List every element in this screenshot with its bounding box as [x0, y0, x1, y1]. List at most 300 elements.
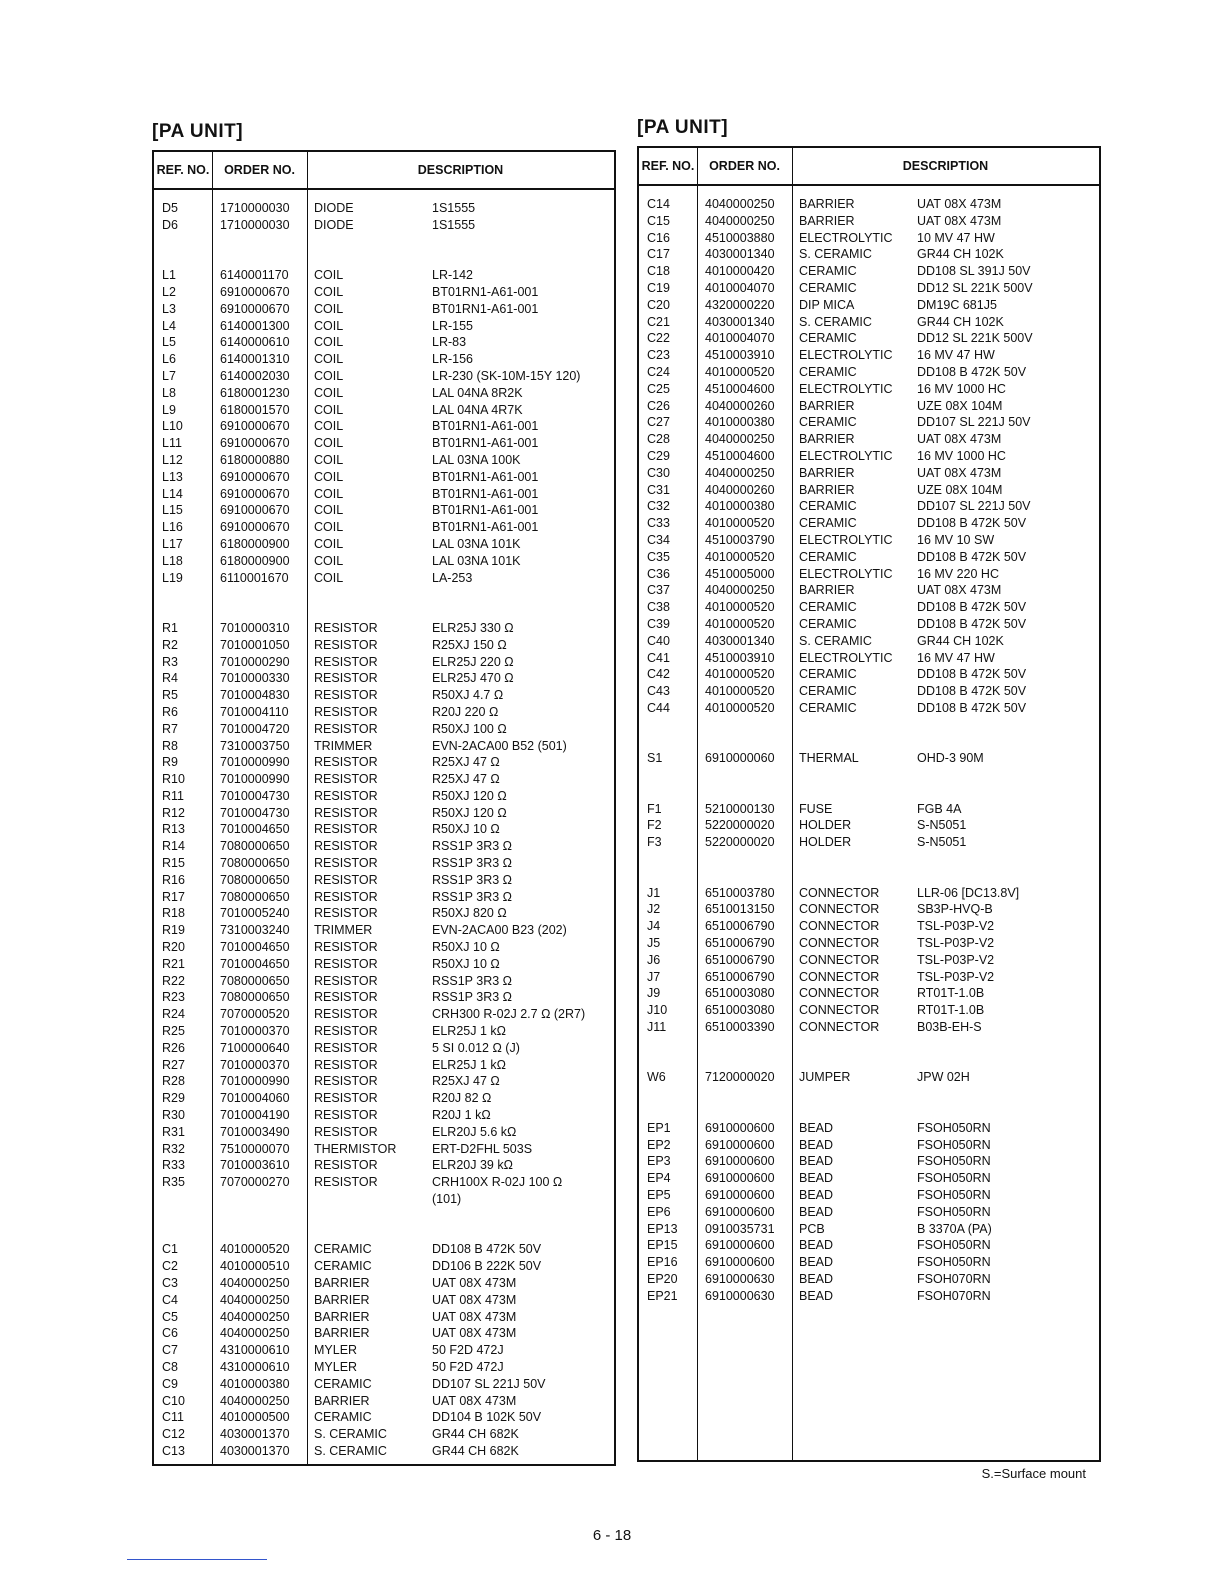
order-no-cell: 4010000520	[705, 700, 775, 715]
table-row	[154, 721, 614, 738]
part-type-cell: COIL	[314, 419, 344, 434]
order-no-cell: 7010000370	[220, 1024, 290, 1039]
part-type-cell: ELECTROLYTIC	[799, 566, 893, 581]
part-type-cell: JUMPER	[799, 1070, 851, 1085]
part-value-cell: LAL 04NA 4R7K	[432, 402, 523, 417]
table-row	[154, 536, 614, 553]
table-row	[639, 246, 1099, 263]
spacer-row	[639, 1053, 1099, 1070]
table-row	[639, 1204, 1099, 1221]
part-value-cell: FSOH050RN	[917, 1255, 991, 1270]
part-value-cell: LAL 03NA 101K	[432, 536, 521, 551]
part-type-cell: HOLDER	[799, 835, 852, 850]
table-row	[639, 901, 1099, 918]
order-no-cell: 7120000020	[705, 1070, 775, 1085]
order-no-cell: 7010004650	[220, 956, 290, 971]
order-no-cell: 6180000900	[220, 553, 290, 568]
part-type-cell: ELECTROLYTIC	[799, 532, 893, 547]
part-type-cell: BARRIER	[314, 1393, 370, 1408]
spacer-row	[154, 603, 614, 620]
part-value-cell: LR-142	[432, 268, 473, 283]
part-type-cell: RESISTOR	[314, 704, 378, 719]
order-no-cell: 4040000260	[705, 482, 775, 497]
left-table-header	[154, 152, 614, 190]
order-no-cell: 6510003390	[705, 1020, 775, 1035]
table-row	[639, 465, 1099, 482]
part-value-cell: BT01RN1-A61-001	[432, 469, 539, 484]
order-no-cell: 6140000610	[220, 335, 290, 350]
part-type-cell: CERAMIC	[799, 600, 857, 615]
order-no-cell: 4010000510	[220, 1259, 290, 1274]
order-no-cell: 6180000900	[220, 536, 290, 551]
part-value-cell: DD12 SL 221K 500V	[917, 280, 1033, 295]
part-type-cell: RESISTOR	[314, 1007, 378, 1022]
table-row	[639, 364, 1099, 381]
part-value-cell: UZE 08X 104M	[917, 482, 1003, 497]
part-type-cell: CERAMIC	[314, 1242, 372, 1257]
part-type-cell: RESISTOR	[314, 956, 378, 971]
part-type-cell: COIL	[314, 335, 344, 350]
part-value-cell: LA-253	[432, 570, 473, 585]
ref-no-cell: C23	[647, 348, 670, 363]
part-value-cell: LR-155	[432, 318, 473, 333]
ref-no-cell: C37	[647, 583, 670, 598]
table-row	[154, 1124, 614, 1141]
ref-no-cell: C41	[647, 650, 670, 665]
ref-no-cell: L14	[162, 486, 183, 501]
order-no-cell: 4010000380	[705, 415, 775, 430]
part-value-cell: R50XJ 100 Ω	[432, 721, 507, 736]
part-type-cell: CERAMIC	[314, 1410, 372, 1425]
table-row	[154, 704, 614, 721]
order-no-cell: 7310003240	[220, 923, 290, 938]
order-no-cell: 4040000250	[705, 432, 775, 447]
order-no-cell: 7010004060	[220, 1091, 290, 1106]
part-type-cell: RESISTOR	[314, 1074, 378, 1089]
ref-no-cell: C39	[647, 616, 670, 631]
ref-no-cell: C36	[647, 566, 670, 581]
part-value-cell: CRH100X R-02J 100 Ω	[432, 1175, 563, 1190]
spacer-row	[639, 767, 1099, 784]
part-value-cell: S-N5051	[917, 818, 967, 833]
part-value-cell: 16 MV 220 HC	[917, 566, 999, 581]
table-row	[154, 217, 614, 234]
part-value-cell: BT01RN1-A61-001	[432, 503, 539, 518]
table-row	[154, 1040, 614, 1057]
ref-no-cell: L2	[162, 284, 176, 299]
table-row	[154, 318, 614, 335]
order-no-cell: 4010000520	[705, 600, 775, 615]
ref-no-cell: C4	[162, 1292, 178, 1307]
part-type-cell: CERAMIC	[799, 700, 857, 715]
order-no-cell: 7010005240	[220, 906, 290, 921]
table-row	[639, 1120, 1099, 1137]
part-value-cell: R50XJ 10 Ω	[432, 822, 500, 837]
part-value-cell: 16 MV 1000 HC	[917, 381, 1006, 396]
order-no-cell: 6510013150	[705, 902, 775, 917]
order-no-cell: 6910000630	[705, 1288, 775, 1303]
part-value-cell: R25XJ 150 Ω	[432, 637, 507, 652]
order-no-cell: 6910000670	[220, 503, 290, 518]
part-value-cell: RSS1P 3R3 Ω	[432, 973, 512, 988]
table-row	[639, 230, 1099, 247]
order-no-cell: 7010000990	[220, 755, 290, 770]
part-value-cell: DD12 SL 221K 500V	[917, 331, 1033, 346]
order-no-cell: 6910000670	[220, 301, 290, 316]
table-row	[154, 956, 614, 973]
part-value-cell: TSL-P03P-V2	[917, 936, 995, 951]
spacer-row	[639, 868, 1099, 885]
table-row	[154, 1141, 614, 1158]
part-type-cell: RESISTOR	[314, 1108, 378, 1123]
order-no-cell: 4040000250	[705, 583, 775, 598]
part-type-cell: DIODE	[314, 217, 354, 232]
ref-no-cell: EP13	[647, 1221, 678, 1236]
ref-no-cell: J7	[647, 969, 661, 984]
order-no-cell: 6910000670	[220, 520, 290, 535]
part-value-cell: FSOH050RN	[917, 1204, 991, 1219]
order-no-cell: 6180001230	[220, 385, 290, 400]
table-row	[154, 1325, 614, 1342]
right-parts-table	[637, 146, 1101, 1462]
table-row	[639, 817, 1099, 834]
table-row	[639, 633, 1099, 650]
order-no-cell: 6910000600	[705, 1120, 775, 1135]
left-parts-table	[152, 150, 616, 1466]
part-value-cell: UAT 08X 473M	[432, 1276, 517, 1290]
ref-no-cell: L3	[162, 301, 176, 316]
table-row	[154, 889, 614, 906]
ref-no-cell: C13	[162, 1443, 185, 1458]
ref-no-cell: L13	[162, 469, 183, 484]
table-row	[154, 1376, 614, 1393]
ref-no-cell: R17	[162, 889, 185, 904]
part-value-cell: UAT 08X 473M	[917, 583, 1002, 598]
order-no-cell: 7070000520	[220, 1007, 290, 1022]
part-value-cell: 16 MV 47 HW	[917, 348, 995, 363]
part-value-cell: BT01RN1-A61-001	[432, 486, 539, 501]
ref-no-cell: R11	[162, 788, 185, 803]
part-value-cell: DD108 B 472K 50V	[917, 516, 1027, 531]
ref-no-cell: C27	[647, 415, 670, 430]
part-value-cell: TSL-P03P-V2	[917, 919, 995, 934]
table-row	[154, 1073, 614, 1090]
table-row	[639, 280, 1099, 297]
table-row	[639, 650, 1099, 667]
ref-no-cell: C10	[162, 1393, 185, 1408]
part-value-cell: R20J 82 Ω	[432, 1091, 492, 1106]
order-no-cell: 7080000650	[220, 839, 290, 854]
part-value-cell: DD108 B 472K 50V	[917, 684, 1027, 699]
ref-no-cell: C16	[647, 230, 670, 245]
part-type-cell: COIL	[314, 352, 344, 367]
ref-no-cell: J2	[647, 902, 661, 917]
table-row	[154, 351, 614, 368]
order-no-cell: 4030001370	[220, 1443, 290, 1458]
part-type-cell: RESISTOR	[314, 755, 378, 770]
table-row	[154, 1057, 614, 1074]
part-type-cell: S. CERAMIC	[799, 314, 872, 329]
ref-no-cell: R19	[162, 923, 185, 938]
part-type-cell: CERAMIC	[799, 549, 857, 564]
part-type-cell: CONNECTOR	[799, 952, 880, 967]
table-row	[154, 435, 614, 452]
order-no-cell: 4510003790	[705, 532, 775, 547]
part-type-cell: RESISTOR	[314, 1024, 378, 1039]
table-row	[639, 414, 1099, 431]
spacer-row	[639, 734, 1099, 751]
table-row	[154, 1426, 614, 1443]
part-value-cell: RSS1P 3R3 Ω	[432, 990, 512, 1005]
ref-no-cell: EP15	[647, 1238, 678, 1253]
order-no-cell: 6910000600	[705, 1154, 775, 1169]
part-value-cell: 16 MV 1000 HC	[917, 448, 1006, 463]
ref-no-cell: C25	[647, 381, 670, 396]
part-value-cell: RSS1P 3R3 Ω	[432, 889, 512, 904]
part-value-cell: FSOH050RN	[917, 1137, 991, 1152]
part-type-cell: CERAMIC	[799, 364, 857, 379]
part-type-cell: COIL	[314, 570, 344, 585]
part-type-cell: COIL	[314, 368, 344, 383]
part-value-cell: 5 SI 0.012 Ω (J)	[432, 1040, 520, 1055]
part-type-cell: COIL	[314, 402, 344, 417]
part-type-cell: RESISTOR	[314, 973, 378, 988]
order-no-cell: 7010000290	[220, 654, 290, 669]
part-type-cell: CERAMIC	[799, 280, 857, 295]
order-no-cell: 7010004650	[220, 822, 290, 837]
order-no-cell: 7010000330	[220, 671, 290, 686]
order-no-cell: 4010000420	[705, 264, 775, 279]
right-unit-title: [PA UNIT]	[637, 117, 729, 138]
order-no-cell: 4040000250	[220, 1309, 290, 1324]
part-type-cell: S. CERAMIC	[799, 247, 872, 262]
part-type-cell: BARRIER	[314, 1276, 370, 1290]
part-value-cell: UAT 08X 473M	[432, 1309, 517, 1324]
spacer-row	[154, 1208, 614, 1225]
order-no-cell: 6510003080	[705, 986, 775, 1001]
part-value-cell: DD106 B 222K 50V	[432, 1259, 542, 1274]
order-no-cell: 4510003910	[705, 650, 775, 665]
part-type-cell: BARRIER	[799, 465, 855, 480]
part-type-cell: CONNECTOR	[799, 919, 880, 934]
table-row	[154, 872, 614, 889]
part-value-cell: EVN-2ACA00 B52 (501)	[432, 738, 567, 753]
spacer-row	[154, 234, 614, 251]
part-value-cell: LAL 03NA 101K	[432, 553, 521, 568]
order-no-cell: 7010004730	[220, 805, 290, 820]
order-no-cell: 7010000310	[220, 620, 290, 635]
ref-no-cell: R7	[162, 721, 178, 736]
table-row	[154, 418, 614, 435]
ref-no-cell: R8	[162, 738, 178, 753]
order-no-cell: 7010000990	[220, 1074, 290, 1089]
table-row	[154, 620, 614, 637]
ref-no-cell: C35	[647, 549, 670, 564]
part-type-cell: COIL	[314, 486, 344, 501]
order-no-cell: 4040000250	[220, 1393, 290, 1408]
ref-no-cell: EP16	[647, 1255, 678, 1270]
table-row	[154, 1006, 614, 1023]
part-value-cell: UAT 08X 473M	[432, 1292, 517, 1307]
right-table-body	[639, 186, 1099, 1305]
part-value-cell: RSS1P 3R3 Ω	[432, 872, 512, 887]
table-row	[154, 754, 614, 771]
part-type-cell: CERAMIC	[799, 331, 857, 346]
order-no-cell: 6910000600	[705, 1238, 775, 1253]
table-row	[154, 654, 614, 671]
ref-no-cell: C18	[647, 264, 670, 279]
table-row	[639, 1019, 1099, 1036]
header-order-no: ORDER NO.	[709, 158, 780, 173]
table-row	[639, 532, 1099, 549]
order-no-cell: 4510003910	[705, 348, 775, 363]
part-value-cell: RSS1P 3R3 Ω	[432, 856, 512, 871]
part-value-cell: LAL 03NA 100K	[432, 452, 521, 467]
order-no-cell: 4030001370	[220, 1427, 290, 1442]
table-row	[639, 1187, 1099, 1204]
order-no-cell: 6510006790	[705, 952, 775, 967]
ref-no-cell: R2	[162, 637, 178, 652]
order-no-cell: 4510005000	[705, 566, 775, 581]
part-value-cell: ELR25J 220 Ω	[432, 654, 514, 669]
part-value-cell: ELR20J 5.6 kΩ	[432, 1124, 517, 1139]
ref-no-cell: R21	[162, 956, 185, 971]
ref-no-cell: R35	[162, 1175, 185, 1190]
part-type-cell: BEAD	[799, 1154, 834, 1169]
ref-no-cell: C34	[647, 532, 670, 547]
ref-no-cell: EP5	[647, 1188, 671, 1203]
table-row	[154, 1275, 614, 1292]
ref-no-cell: C2	[162, 1259, 178, 1274]
ref-no-cell: C28	[647, 432, 670, 447]
ref-no-cell: D5	[162, 201, 178, 215]
table-row	[639, 398, 1099, 415]
order-no-cell: 6910000600	[705, 1204, 775, 1219]
ref-no-cell: F1	[647, 801, 662, 816]
table-row	[639, 935, 1099, 952]
ref-no-cell: R25	[162, 1024, 185, 1039]
order-no-cell: 4010004070	[705, 331, 775, 346]
ref-no-cell: C40	[647, 633, 670, 648]
table-row	[639, 834, 1099, 851]
part-type-cell: RESISTOR	[314, 1040, 378, 1055]
ref-no-cell: C24	[647, 364, 670, 379]
table-row	[154, 452, 614, 469]
part-type-cell: CERAMIC	[799, 264, 857, 279]
ref-no-cell: C44	[647, 700, 670, 715]
part-value-cell: RSS1P 3R3 Ω	[432, 839, 512, 854]
order-no-cell: 4320000220	[705, 297, 775, 312]
part-value-cell: UAT 08X 473M	[432, 1393, 517, 1408]
part-value-cell: S-N5051	[917, 835, 967, 850]
part-type-cell: RESISTOR	[314, 788, 378, 803]
part-type-cell: RESISTOR	[314, 620, 378, 635]
part-type-cell: BEAD	[799, 1137, 834, 1152]
ref-no-cell: L9	[162, 402, 176, 417]
part-type-cell: COIL	[314, 318, 344, 333]
part-type-cell: COIL	[314, 520, 344, 535]
part-type-cell: ELECTROLYTIC	[799, 348, 893, 363]
table-row	[639, 314, 1099, 331]
part-value-cell: DD108 B 472K 50V	[917, 364, 1027, 379]
ref-no-cell: R32	[162, 1141, 185, 1156]
part-type-cell: BARRIER	[799, 583, 855, 598]
part-type-cell: COIL	[314, 536, 344, 551]
ref-no-cell: C5	[162, 1309, 178, 1324]
part-type-cell: CONNECTOR	[799, 885, 880, 900]
table-row	[639, 750, 1099, 767]
part-type-cell: BARRIER	[799, 213, 855, 228]
table-row	[154, 973, 614, 990]
table-row	[639, 381, 1099, 398]
part-value-cell: 50 F2D 472J	[432, 1359, 504, 1374]
order-no-cell: 6510006790	[705, 919, 775, 934]
part-type-cell: RESISTOR	[314, 1091, 378, 1106]
ref-no-cell: EP6	[647, 1204, 671, 1219]
part-value-cell: LR-156	[432, 352, 473, 367]
table-row	[154, 570, 614, 587]
part-value-cell: FSOH050RN	[917, 1171, 991, 1186]
order-no-cell: 4010000380	[705, 499, 775, 514]
part-type-cell: COIL	[314, 436, 344, 451]
part-type-cell: BARRIER	[799, 398, 855, 413]
table-row	[154, 1309, 614, 1326]
order-no-cell: 6110001670	[220, 570, 289, 585]
ref-no-cell: C22	[647, 331, 670, 346]
part-type-cell: S. CERAMIC	[799, 633, 872, 648]
ref-no-cell: J9	[647, 986, 661, 1001]
table-row	[639, 1153, 1099, 1170]
part-value-cell: R50XJ 120 Ω	[432, 805, 507, 820]
ref-no-cell: C8	[162, 1359, 178, 1374]
order-no-cell: 6910000060	[705, 751, 775, 766]
order-no-cell: 4510004600	[705, 448, 775, 463]
order-no-cell: 6910000600	[705, 1255, 775, 1270]
table-row	[154, 1342, 614, 1359]
order-no-cell: 5210000130	[705, 801, 775, 816]
part-type-cell: CERAMIC	[799, 616, 857, 631]
table-row	[154, 368, 614, 385]
ref-no-cell: R6	[162, 704, 178, 719]
order-no-cell: 7010004830	[220, 688, 290, 703]
part-type-cell: COIL	[314, 284, 344, 299]
part-type-cell: CONNECTOR	[799, 936, 880, 951]
part-type-cell: BARRIER	[314, 1326, 370, 1341]
table-row	[639, 952, 1099, 969]
table-row	[639, 666, 1099, 683]
part-value-cell: R25XJ 47 Ω	[432, 755, 500, 770]
ref-no-cell: C9	[162, 1376, 178, 1391]
part-type-cell: DIP MICA	[799, 297, 855, 312]
part-value-cell: EVN-2ACA00 B23 (202)	[432, 923, 567, 938]
table-row	[639, 1288, 1099, 1305]
part-type-cell: CERAMIC	[799, 516, 857, 531]
part-type-cell: COIL	[314, 553, 344, 568]
part-type-cell: HOLDER	[799, 818, 852, 833]
ref-no-cell: C19	[647, 280, 670, 295]
part-type-cell: CERAMIC	[314, 1376, 372, 1391]
table-row	[639, 263, 1099, 280]
part-type-cell: RESISTOR	[314, 889, 378, 904]
spacer-row	[154, 586, 614, 603]
part-value-cell: RT01T-1.0B	[917, 1003, 985, 1018]
part-type-cell: CERAMIC	[799, 499, 857, 514]
ref-no-cell: EP3	[647, 1154, 671, 1169]
part-value-cell: (101)	[432, 1192, 462, 1207]
part-type-cell: RESISTOR	[314, 1175, 378, 1190]
table-row	[154, 1191, 614, 1208]
table-row	[154, 738, 614, 755]
